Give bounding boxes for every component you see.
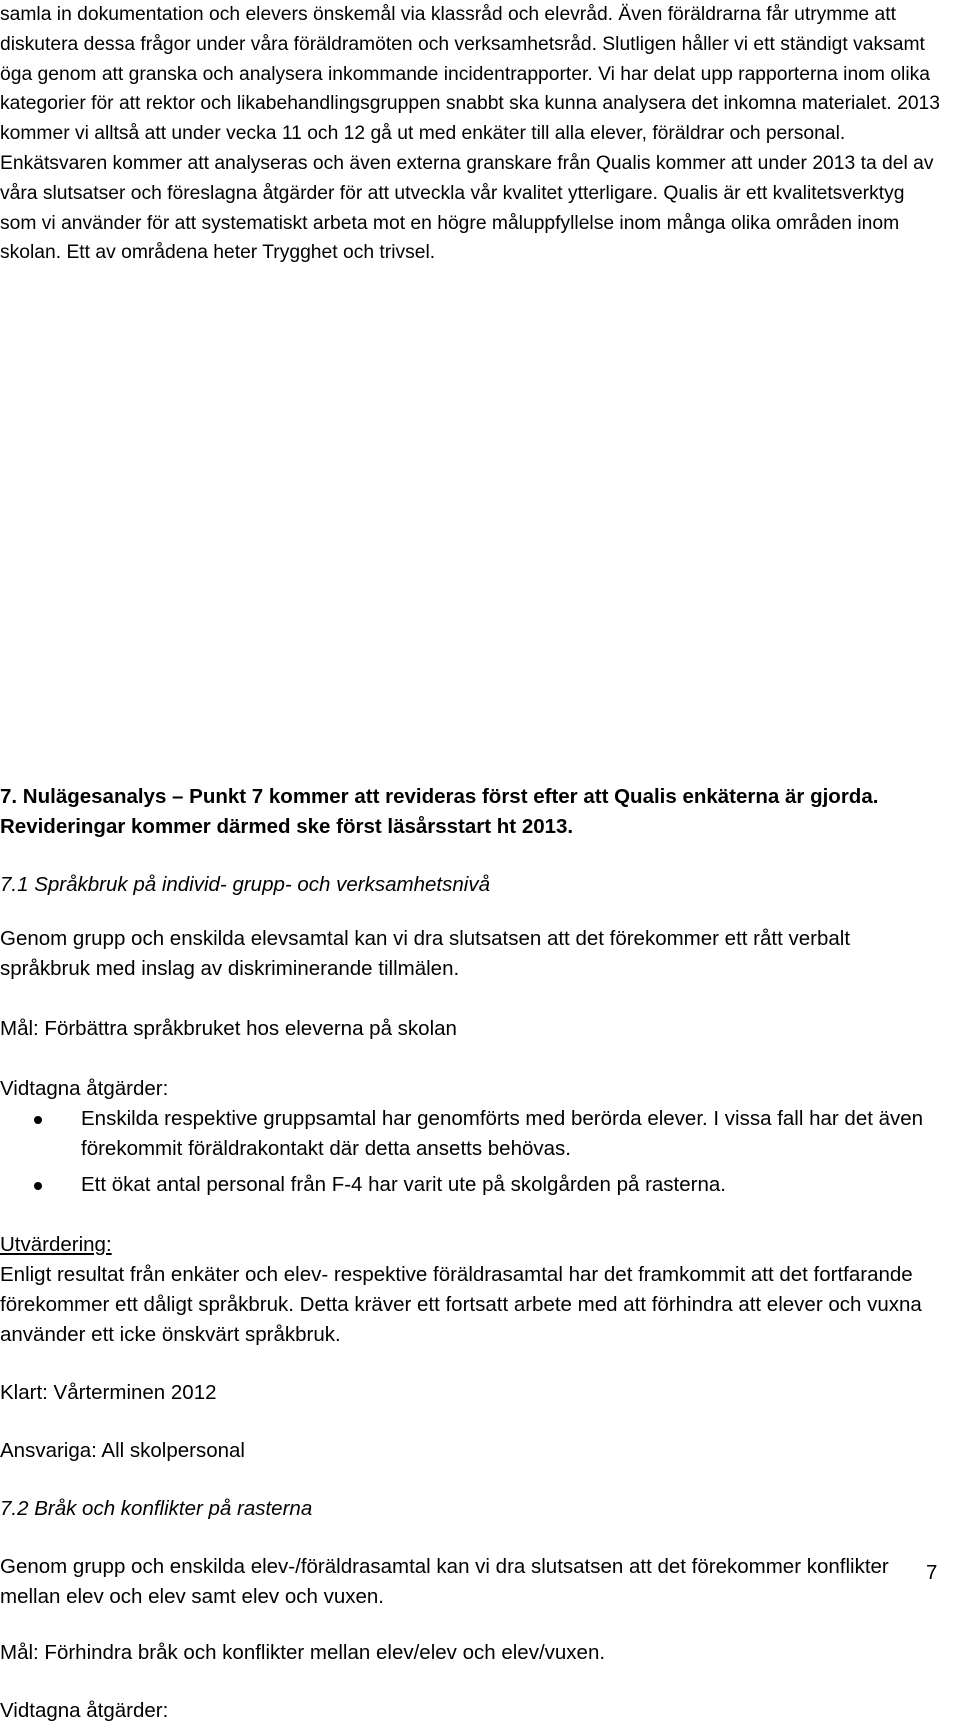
section-7-1-measures-list: [0, 1104, 945, 1206]
section-7-2-goal: Mål: Förhindra bråk och konflikter mellan elev/elev och elev/vuxen.: [0, 1641, 606, 1664]
section-7-heading: 7. Nulägesanalys – Punkt 7 kommer att revideras först efter att Qualis enkäterna är gjorda. Revideringar kommer därmed ske först läsårsstart ht 2013.: [0, 785, 879, 838]
section-7-1-text: Genom grupp och enskilda elevsamtal kan vi dra slutsatsen att det förekommer ett rått verbalt språkbruk med inslag av diskriminerande tillmälen.: [0, 927, 851, 980]
list-item: [0, 1170, 945, 1200]
intro-paragraph: samla in dokumentation och elevers önskemål via klassråd och elevråd. Även föräldrarna får utrymme att diskutera dessa frågor under våra föräldramöten och verksamhetsråd. Slutligen håller vi ett ständigt vaksamt öga genom att granska och analysera inkommande incidentrapporter. Vi har delat upp rapporterna inom olika kategorier för att rektor och likabehandlingsgruppen snabbt ska kunna analysera det inkomna materialet. 2013 kommer vi alltså att under vecka 11 och 12 gå ut med enkäter till alla elever, föräldrar och personal. Enkätsvaren kommer att analyseras och även externa granskare från Qualis kommer att under 2013 ta del av våra slutsatser och föreslagna åtgärder för att utveckla vår kvalitet ytterligare. Qualis är ett kvalitetsverktyg som vi använder för att systematiskt arbeta mot en högre måluppfyllelse inom många olika områden inom skolan. Ett av områdena heter Trygghet och trivsel.: [0, 4, 940, 264]
section-7-1-goal: Mål: Förbättra språkbruket hos eleverna på skolan: [0, 1017, 457, 1040]
section-7-1-responsible: Ansvariga: All skolpersonal: [0, 1439, 245, 1462]
list-item-text: Enskilda respektive gruppsamtal har genomförts med berörda elever. I vissa fall har det även förekommit föräldrakontakt där detta ansetts behövas.: [81, 1107, 924, 1160]
section-7-1-done: Klart: Vårterminen 2012: [0, 1381, 217, 1404]
section-7-2-text: Genom grupp och enskilda elev-/föräldrasamtal kan vi dra slutsatsen att det förekommer konflikter mellan elev och elev samt elev och vuxen.: [0, 1555, 889, 1608]
bullet-icon: [34, 1182, 42, 1190]
list-item: [0, 1104, 945, 1164]
evaluation-label: Utvärdering:: [0, 1233, 112, 1256]
evaluation-text: Enligt resultat från enkäter och elev- respektive föräldrasamtal har det framkommit att det fortfarande förekommer ett dåligt språkbruk. Detta kräver ett fortsatt arbete med att förhindra att elever och vuxna använder ett icke önskvärt språkbruk.: [0, 1263, 922, 1346]
section-7-1-title: 7.1 Språkbruk på individ- grupp- och verksamhetsnivå: [0, 873, 490, 896]
section-7-2-title: 7.2 Bråk och konflikter på rasterna: [0, 1497, 313, 1520]
section-7-1-measures-label: Vidtagna åtgärder:: [0, 1077, 169, 1100]
section-7-1-evaluation: [0, 1230, 945, 1350]
list-item-text: Ett ökat antal personal från F-4 har varit ute på skolgården på rasterna.: [81, 1173, 726, 1196]
bullet-icon: [34, 1116, 42, 1124]
section-7-2-measures-label: Vidtagna åtgärder:: [0, 1699, 169, 1722]
page-number: 7: [926, 1561, 938, 1584]
